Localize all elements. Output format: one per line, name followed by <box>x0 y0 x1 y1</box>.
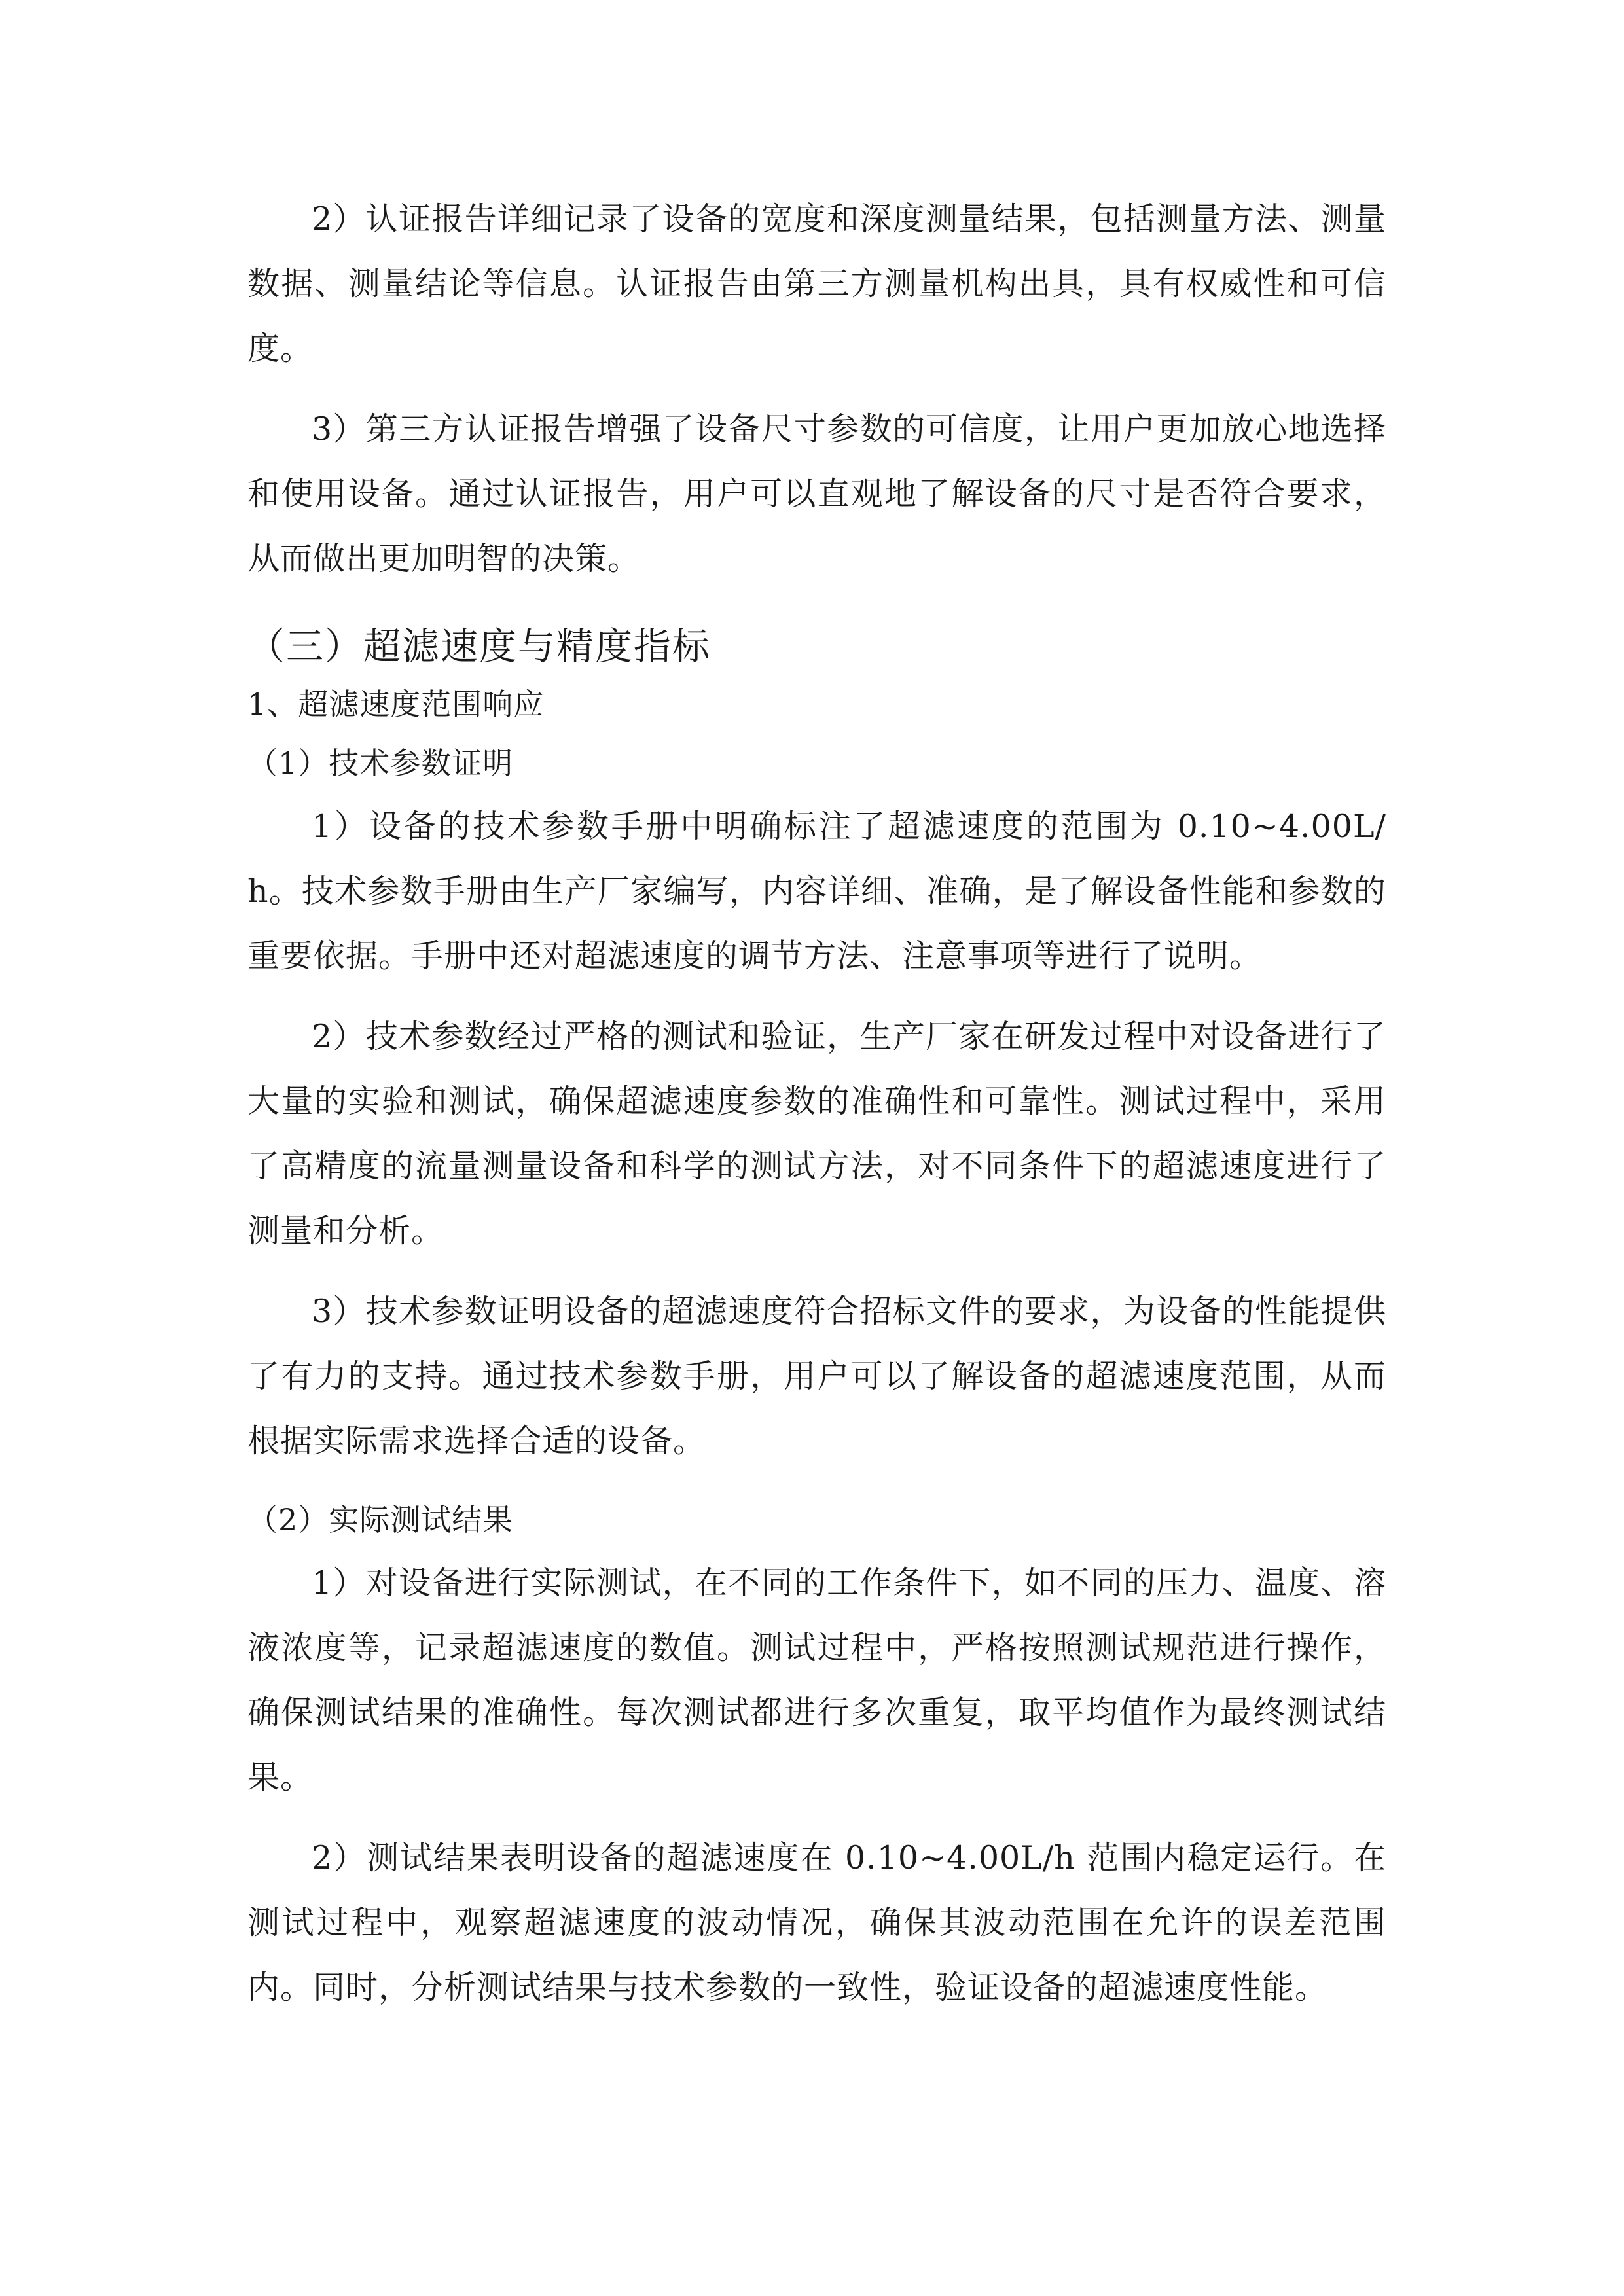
paragraph-tech-params-1: 1）设备的技术参数手册中明确标注了超滤速度的范围为 0.10~4.00L/h。技术参数手册由生产厂家编写，内容详细、准确，是了解设备性能和参数的重要依据。手册中还对超滤速度的调节方法、注意事项等进行了说明。 <box>247 808 1386 975</box>
subsection-title: 1、超滤速度范围响应 <box>247 687 545 722</box>
paragraph-test-results-1: 1）对设备进行实际测试，在不同的工作条件下，如不同的压力、温度、溶液浓度等，记录超滤速度的数值。测试过程中，严格按照测试规范进行操作，确保测试结果的准确性。每次测试都进行多次重复，取平均值作为最终测试结果。 <box>247 1564 1386 1796</box>
item-title-tech-params: （1）技术参数证明 <box>247 745 514 781</box>
paragraph-tech-params-2: 2）技术参数经过严格的测试和验证，生产厂家在研发过程中对设备进行了大量的实验和测试，确保超滤速度参数的准确性和可靠性。测试过程中，采用了高精度的流量测量设备和科学的测试方法，对不同条件下的超滤速度进行了测量和分析。 <box>247 1018 1386 1249</box>
paragraph-test-results-2: 2）测试结果表明设备的超滤速度在 0.10~4.00L/h 范围内稳定运行。在测试过程中，观察超滤速度的波动情况，确保其波动范围在允许的误差范围内。同时，分析测试结果与技术参数的一致性，验证设备的超滤速度性能。 <box>247 1839 1386 2006</box>
section-title: （三）超滤速度与精度指标 <box>247 625 711 668</box>
item-title-test-results: （2）实际测试结果 <box>247 1502 514 1537</box>
paragraph-tech-params-3: 3）技术参数证明设备的超滤速度符合招标文件的要求，为设备的性能提供了有力的支持。通过技术参数手册，用户可以了解设备的超滤速度范围，从而根据实际需求选择合适的设备。 <box>247 1293 1386 1460</box>
page-content <box>247 187 1386 2036</box>
paragraph-cert-report-detail: 2）认证报告详细记录了设备的宽度和深度测量结果，包括测量方法、测量数据、测量结论等信息。认证报告由第三方测量机构出具，具有权威性和可信度。 <box>247 200 1386 367</box>
paragraph-cert-report-credibility: 3）第三方认证报告增强了设备尺寸参数的可信度，让用户更加放心地选择和使用设备。通过认证报告，用户可以直观地了解设备的尺寸是否符合要求，从而做出更加明智的决策。 <box>247 410 1386 577</box>
